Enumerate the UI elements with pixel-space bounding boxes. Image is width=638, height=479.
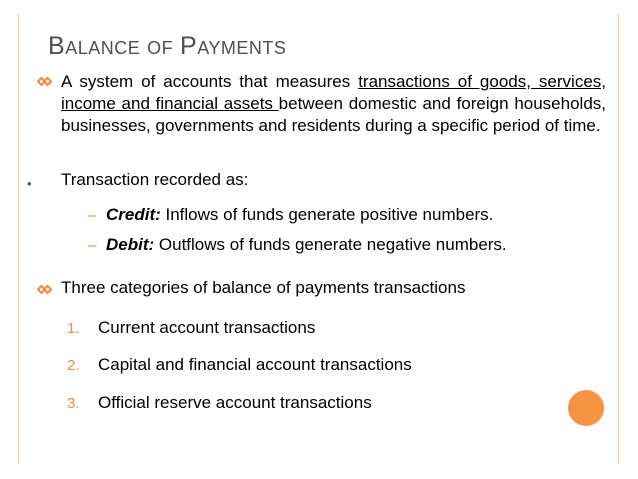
title-cap-p: P	[180, 32, 198, 60]
dot-bullet-icon: •	[27, 176, 32, 191]
decorative-circle	[568, 390, 604, 426]
diamond-bullet-icon	[38, 75, 52, 89]
bullet-transaction: Transaction recorded as:	[61, 170, 249, 189]
list-item: Official reserve account transactions	[98, 393, 372, 412]
bullet-categories: Three categories of balance of payments transactions	[61, 278, 466, 297]
sub-credit	[106, 205, 493, 225]
title-of: OF	[147, 38, 174, 58]
list-item: Current account transactions	[98, 318, 316, 337]
slide-title	[48, 32, 286, 61]
list-number: 3.	[67, 395, 80, 412]
title-cap-b: B	[48, 32, 66, 60]
dash-bullet-icon: –	[88, 237, 97, 254]
diamond-bullet-icon	[38, 283, 52, 297]
credit-label: Credit:	[106, 205, 161, 224]
list-item: Capital and financial account transactions	[98, 355, 412, 374]
title-ayments: AYMENTS	[197, 38, 287, 58]
dash-bullet-icon: –	[88, 207, 97, 224]
list-number: 2.	[67, 357, 80, 374]
sub-debit	[106, 235, 507, 255]
definition-text-end: between domestic and foreign households, businesses, governments and residents during a specific period of time.	[61, 94, 606, 135]
bullet-definition	[61, 71, 606, 137]
credit-text: Inflows of funds generate positive numbers.	[160, 205, 494, 224]
title-alance: ALANCE	[65, 38, 141, 58]
definition-underlined: transactions of goods, services, income and financial assets	[61, 72, 606, 113]
debit-text: Outflows of funds generate negative numbers.	[154, 235, 507, 254]
debit-label: Debit:	[106, 235, 155, 254]
list-number: 1.	[67, 320, 80, 337]
definition-text-start: A system of accounts that measures	[61, 72, 359, 91]
